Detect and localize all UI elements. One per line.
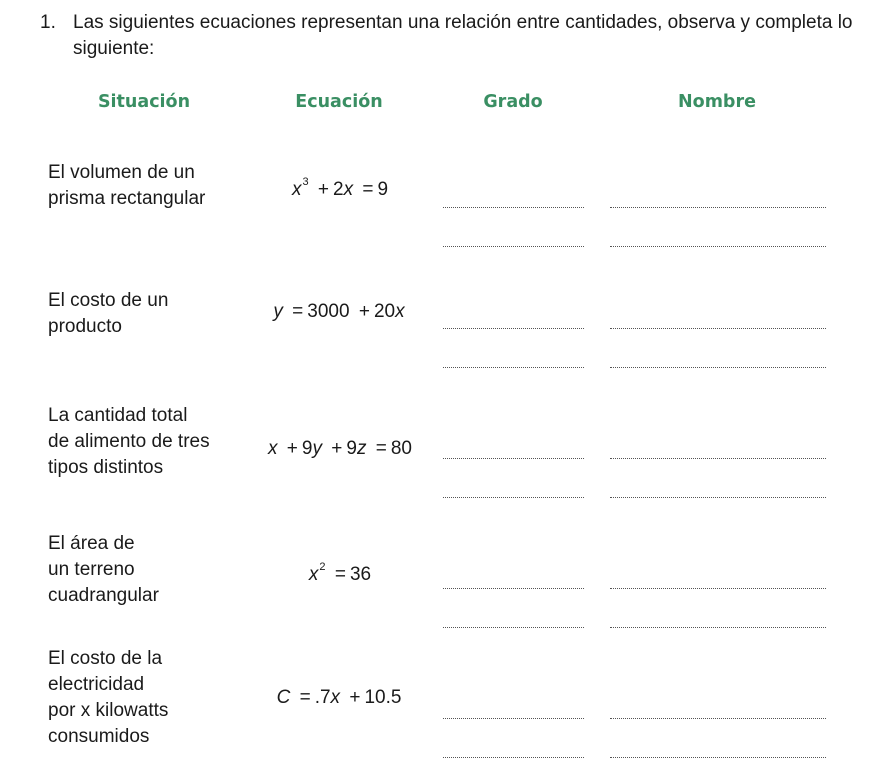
header-grado: Grado (483, 92, 543, 112)
instruction-number: 1. (40, 12, 56, 33)
nombre-blank[interactable] (610, 627, 826, 628)
grado-blank[interactable] (443, 458, 584, 459)
nombre-blank[interactable] (610, 718, 826, 719)
grado-blank[interactable] (443, 627, 584, 628)
situation-text: El volumen de un prisma rectangular (48, 162, 206, 209)
nombre-blank[interactable] (610, 497, 826, 498)
equation: x + 9y + 9z = 80 (268, 438, 412, 459)
nombre-blank[interactable] (610, 458, 826, 459)
grado-blank[interactable] (443, 367, 584, 368)
grado-blank[interactable] (443, 328, 584, 329)
instruction-text: Las siguientes ecuaciones representan una relación entre cantidades, observa y completa lo siguiente: (73, 12, 853, 59)
grado-blank[interactable] (443, 497, 584, 498)
equation: $x^2 = 36$ (308, 561, 372, 585)
nombre-blank[interactable] (610, 588, 826, 589)
situation-text: El área de un terreno cuadrangular (48, 533, 159, 606)
situation-text: La cantidad total de alimento de tres tipos distintos (48, 405, 210, 478)
grado-blank[interactable] (443, 757, 584, 758)
nombre-blank[interactable] (610, 328, 826, 329)
situation-text: El costo de la electricidad por x kilowatts consumidos (48, 648, 169, 747)
equation: C = .7x + 10.5 (276, 687, 402, 708)
equation: y = 3000 + 20x (273, 301, 405, 322)
grado-blank[interactable] (443, 246, 584, 247)
nombre-blank[interactable] (610, 246, 826, 247)
nombre-blank[interactable] (610, 757, 826, 758)
instruction (40, 10, 860, 62)
grado-blank[interactable] (443, 207, 584, 208)
equation: $x^3 + 2x = 9$ (291, 176, 389, 200)
header-nombre: Nombre (678, 92, 756, 112)
situation-text: El costo de un producto (48, 290, 169, 337)
header-ecuacion: Ecuación (295, 92, 383, 112)
grado-blank[interactable] (443, 718, 584, 719)
grado-blank[interactable] (443, 588, 584, 589)
nombre-blank[interactable] (610, 207, 826, 208)
header-situacion: Situación (97, 92, 191, 112)
nombre-blank[interactable] (610, 367, 826, 368)
